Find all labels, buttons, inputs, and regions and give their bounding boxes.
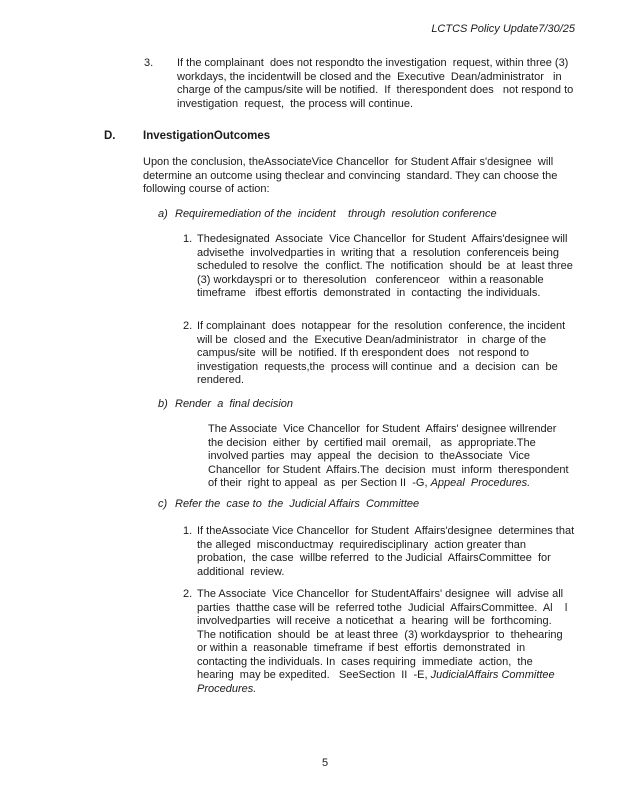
page-header: LCTCS Policy Update7/30/25 [431,23,575,35]
option-b-paragraph-text: The Associate Vice Chancellor for Student Affairs' designee willrender the decision either by certified mail oremail, as appropriate.The involved parties may appeal the decision to theAssociate Vice Chancellor for Student Affairs.The decision must inform therespondent of their right to appeal as per Section II -G, [208,423,578,489]
option-c-item-1 [183,525,578,579]
section-d-title: InvestigationOutcomes [143,130,271,142]
option-a-title: Requiremediation of the incident through resolution conference [175,208,497,220]
page-number: 5 [322,757,329,769]
option-c-item-1-marker: 1. [183,525,193,537]
section-d-marker: D. [104,130,116,142]
option-a-heading [158,208,497,222]
option-a-item-1 [183,233,575,301]
option-c-item-2 [183,588,575,696]
option-a-item-1-marker: 1. [183,233,193,245]
option-c-marker: c) [158,498,168,510]
option-c-item-2-text [197,588,575,696]
intro-paragraph: Upon the conclusion, theAssociateVice Chancellor for Student Affair s'designee will determine an outcome using theclear and convincing standard. They can choose the following course of action: [143,156,561,195]
option-c-heading [158,498,419,512]
option-a-item-2-text: If complainant does notappear for the resolution conference, the incident will be closed and the Executive Dean/administrator in charge of the campus/site will be notified. If th erespondent does not respond to investigation requests,the process will continue and a decision can be rendered. [197,320,569,386]
list-item-3 [144,57,576,111]
option-c-item-2-marker: 2. [183,588,193,600]
list-item-3-text: If the complainant does not respondto the investigation request, within three (3) workdays, the incidentwill be closed and the Executive Dean/administrator in charge of the campus/site will be notified. If therespondent does not respond to investigation request, the process will continue. [177,57,577,110]
option-c-title: Refer the case to the Judicial Affairs Committee [175,498,420,510]
option-b-heading [158,398,293,412]
option-c-item-2-body: The Associate Vice Chancellor for StudentAffairs' designee will advise all parties thatthe case will be referred tothe Judicial AffairsCommittee. Al l involvedparties will receive a noticethat a hearing will be forthcoming. The notification should be at least three (3) workdaysprior to thehearing or within a reasonable timeframe if best effortis demonstrated in contacting the individuals. In cases requiring immediate action, the hearing may be expedited. SeeSection II -E, [197,588,571,681]
list-item-3-marker: 3. [144,57,154,69]
section-heading-d [104,130,270,144]
option-a-item-2-marker: 2. [183,320,193,332]
option-a-item-1-text: Thedesignated Associate Vice Chancellor for Student Affairs'designee will advisethe involvedparties in writing that a resolution conferenceis being scheduled to resolve the conflict. The notification should be at least three (3) workdayspri or to theresolution conferenceor within a reasonable timeframe ifbest effortis demonstrated in contacting the individuals. [197,233,576,299]
option-b-paragraph [208,423,578,491]
option-c-item-1-text: If theAssociate Vice Chancellor for Student Affairs'designee determines that the alleged misconductmay requiredisciplinary action greater than probation, the case willbe referred to the Judicial AffairsCommittee for additional review. [197,525,578,578]
option-c-item-2-reference: JudicialAffairs Committee Procedures. [197,669,564,695]
option-b-paragraph-reference: Appeal Procedures. [430,477,531,489]
option-a-item-2 [183,320,575,388]
option-b-title: Render a final decision [175,398,294,410]
option-b-marker: b) [158,398,168,410]
option-a-marker: a) [158,208,168,220]
